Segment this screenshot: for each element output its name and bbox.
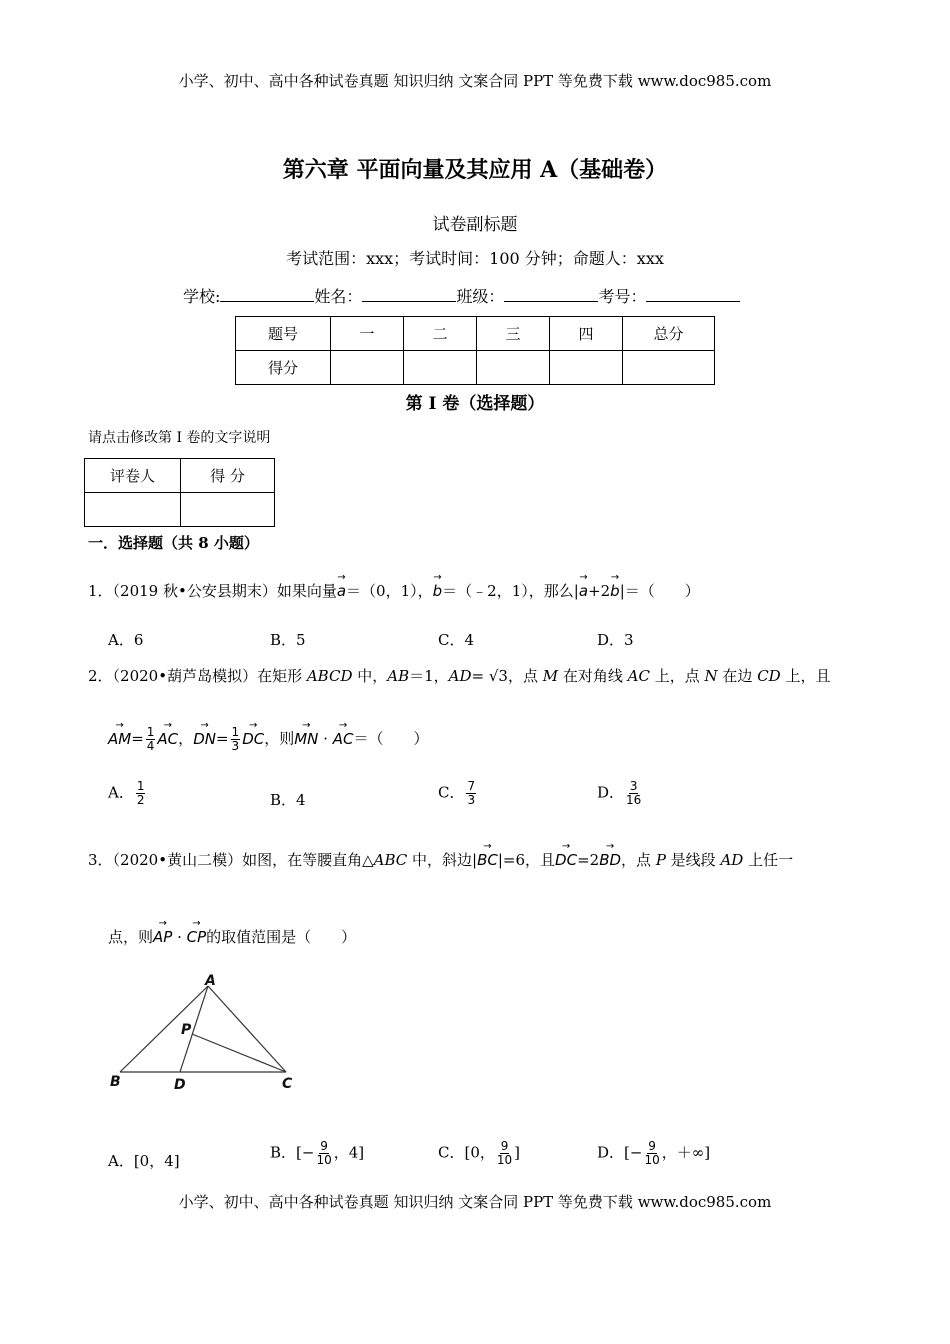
page-header: 小学、初中、高中各种试卷真题 知识归纳 文案合同 PPT 等免费下载 www.doc985.com: [178, 72, 772, 90]
edge-BA: [120, 986, 208, 1072]
q2-option-d[interactable]: D． $\frac{3}{16}$: [597, 779, 642, 807]
label-P: P: [181, 1022, 192, 1038]
vector-BD: → BD: [599, 851, 621, 869]
class-label: 班级：: [456, 287, 505, 306]
vector-CP: → CP: [187, 928, 207, 946]
page-title: 第六章 平面向量及其应用 A（基础卷）: [282, 157, 668, 183]
fraction: $\frac{1}{3}$: [231, 725, 240, 753]
vector-b: → b: [433, 582, 443, 600]
question-2-line-1: 2．（2020•葫芦岛模拟）在矩形 ABCD 中，AB＝1，AD= √3，点 M 在对角线 AC 上，点 N 在边 CD 上，且: [88, 667, 831, 685]
grader-header-cell: 得 分: [181, 459, 275, 493]
vector-DC: → DC: [555, 851, 577, 869]
vector-b: → b: [610, 582, 620, 600]
score-cell[interactable]: [404, 351, 477, 385]
q1-option-c[interactable]: C．4: [438, 631, 475, 649]
triangle-figure: [106, 972, 306, 1094]
score-table: [235, 316, 715, 385]
label-C: C: [282, 1076, 293, 1092]
score-header-cell: 三: [477, 317, 550, 351]
score-cell[interactable]: [550, 351, 623, 385]
vector-a: → a: [337, 582, 346, 600]
question-2-line-2: → AM= $\frac{1}{4}$ → AC，→ DN= $\frac{1}{3}$ → DC，则→ MN · → AC＝（ ）: [108, 726, 428, 753]
q3-option-a[interactable]: A．[0，4]: [108, 1152, 180, 1170]
school-blank[interactable]: [220, 285, 314, 302]
grader-table: [84, 458, 275, 527]
question-1: 1．（2019 秋•公安县期末）如果向量→ a＝（0，1），→ b＝（﹣2，1），那么|→ a+2→ b|＝（ ）: [88, 580, 700, 601]
student-fields: [183, 284, 740, 307]
question-3-line-1: 3．（2020•黄山二模）如图，在等腰直角△ABC 中，斜边|→ BC|=6，且→ DC=2→ BD，点 P 是线段 AD 上任一: [88, 849, 793, 870]
question-3-line-2: 点，则→ AP · → CP的取值范围是（ ）: [108, 926, 356, 947]
q1-option-b[interactable]: B．5: [270, 631, 306, 649]
label-A: A: [205, 973, 216, 989]
segment-PC: [192, 1034, 286, 1072]
volume-title: 第 I 卷（选择题）: [405, 394, 545, 414]
vector-AC: → AC: [157, 730, 178, 748]
page-footer: 小学、初中、高中各种试卷真题 知识归纳 文案合同 PPT 等免费下载 www.doc985.com: [178, 1193, 772, 1211]
grader-header-cell: 评卷人: [85, 459, 181, 493]
q2-option-c[interactable]: C． $\frac{7}{3}$: [438, 779, 476, 807]
q1-option-a[interactable]: A．6: [108, 631, 144, 649]
vector-DN: → DN: [193, 730, 216, 748]
vector-AC: → AC: [333, 730, 354, 748]
vector-AM: → AM: [108, 730, 131, 748]
exam-info: 考试范围：xxx；考试时间：100 分钟；命题人：xxx: [286, 249, 664, 268]
score-cell[interactable]: [477, 351, 550, 385]
score-header-cell: 四: [550, 317, 623, 351]
exam-no-blank[interactable]: [646, 285, 740, 302]
volume-note: 请点击修改第 I 卷的文字说明: [88, 430, 271, 446]
school-label: 学校:: [183, 287, 221, 306]
score-header-cell: 二: [404, 317, 477, 351]
name-label: 姓名：: [314, 287, 363, 306]
fraction: $\frac{1}{4}$: [146, 725, 155, 753]
label-B: B: [110, 1074, 121, 1090]
vector-DC: → DC: [242, 730, 264, 748]
grader-cell[interactable]: [85, 493, 181, 527]
edge-AC: [208, 986, 286, 1072]
score-cell[interactable]: [623, 351, 715, 385]
q3-option-d[interactable]: D．[− $\frac{9}{10}$ ，＋∞]: [597, 1139, 711, 1167]
q1-option-d[interactable]: D．3: [597, 631, 634, 649]
vector-MN: → MN: [294, 730, 318, 748]
grader-cell[interactable]: [181, 493, 275, 527]
q2-option-a[interactable]: A． $\frac{1}{2}$: [108, 779, 145, 807]
score-cell[interactable]: [331, 351, 404, 385]
vector-a: → a: [579, 582, 588, 600]
name-blank[interactable]: [362, 285, 456, 302]
page-subtitle: 试卷副标题: [432, 215, 518, 235]
q2-option-b[interactable]: B．4: [270, 791, 306, 809]
q3-option-b[interactable]: B．[− $\frac{9}{10}$ ，4]: [270, 1139, 365, 1167]
exam-no-label: 考号：: [598, 287, 647, 306]
vector-BC: → BC: [477, 851, 498, 869]
score-header-cell: 总分: [623, 317, 715, 351]
class-blank[interactable]: [504, 285, 598, 302]
score-row-label: 得分: [236, 351, 331, 385]
score-header-cell: 题号: [236, 317, 331, 351]
label-D: D: [174, 1077, 186, 1093]
vector-AP: → AP: [153, 928, 172, 946]
q3-option-c[interactable]: C．[0， $\frac{9}{10}$ ]: [438, 1139, 521, 1167]
section-title: 一．选择题（共 8 小题）: [88, 534, 259, 552]
score-header-cell: 一: [331, 317, 404, 351]
